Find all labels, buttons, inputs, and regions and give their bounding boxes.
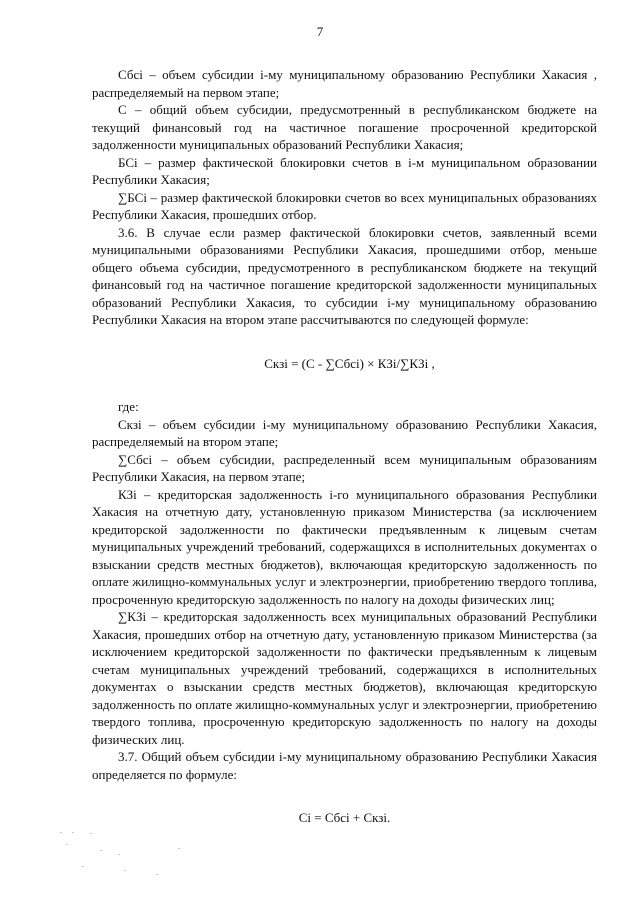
clause-3-6: 3.6. В случае если размер фактической блокировки счетов, заявленный всеми муниципальными образованиями Республики Хакасия, прошедшими отбор, меньше общего объема субсидии, предусмотренного в республиканском бюджете на текущий финансовый год на частичное погашение кредиторской задолженности муниципальных образований Республики Хакасия, то субсидии i-му муниципальному образованию Республики Хакасия на втором этапе рассчитываются по следующей формуле: [92,224,597,327]
definition-sum-kzi: ∑КЗi – кредиторская задолженность всех муниципальных образований Республики Хакасия, прошедших отбор на отчетную дату, установленную приказом Министерства (за исключением кредиторской задолженности по фактически предъявленным к лицевым счетам муниципальных учреждений требований, содержащихся в исполнительных документах о взыскании средств местных бюджетов), включающая кредиторскую задолженность по оплате жилищно-коммунальных услуг и электроэнергии, приобретению твердого топлива, просроченную кредиторскую задолженность по налогу на доходы физических лиц. [92,609,597,747]
formula-ci: Сi = Сбсi + Скзi. [298,810,391,825]
definition-kzi: КЗi – кредиторская задолженность i-го муниципального образования Республики Хакасия на отчетную дату, установленную приказом Министерства (за исключением кредиторской задолженности по фактически предъявленным к лицевым счетам муниципальных учреждений требований, содержащихся в исполнительных документах о взыскании средств местных бюджетов), включающая кредиторскую задолженность по оплате жилищно-коммунальных услуг и электроэнергии, приобретению твердого топлива, просроченную кредиторскую задолженность по налогу на доходы физических лиц; [92,486,597,607]
page-number: 7 [316,24,324,39]
definition-sbsi: Сбсi – объем субсидии i-му муниципальному образованию Республики Хакасия , распределяемый на первом этапе; [92,67,597,100]
where-label: где: [118,399,139,414]
scan-artifacts [60,830,200,880]
document-body [92,66,597,827]
definition-skzi: Скзi – объем субсидии i-му муниципальному образованию Республики Хакасия, распределяемый на втором этапе; [92,416,597,449]
definition-sum-sbsi: ∑Сбсi – объем субсидии, распределенный всем муниципальным образованиям Республики Хакасия, на первом этапе; [92,451,597,484]
definition-sum-bsi: ∑БСi – размер фактической блокировки счетов во всех муниципальных образованиях Республики Хакасия, прошедших отбор. [92,189,597,222]
definition-c: С – общий объем субсидии, предусмотренный в республиканском бюджете на текущий финансовый год на частичное погашение просроченной кредиторской задолженности муниципальных образований Республики Хакасия; [92,102,597,152]
clause-3-7: 3.7. Общий объем субсидии i-му муниципальному образованию Республики Хакасия определяется по формуле: [92,749,597,782]
definition-bsi: БСi – размер фактической блокировки счетов в i-м муниципальном образовании Республики Хакасия; [92,154,597,187]
formula-skzi: Скзi = (С - ∑Сбсi) × КЗi/∑КЗi , [264,355,435,371]
